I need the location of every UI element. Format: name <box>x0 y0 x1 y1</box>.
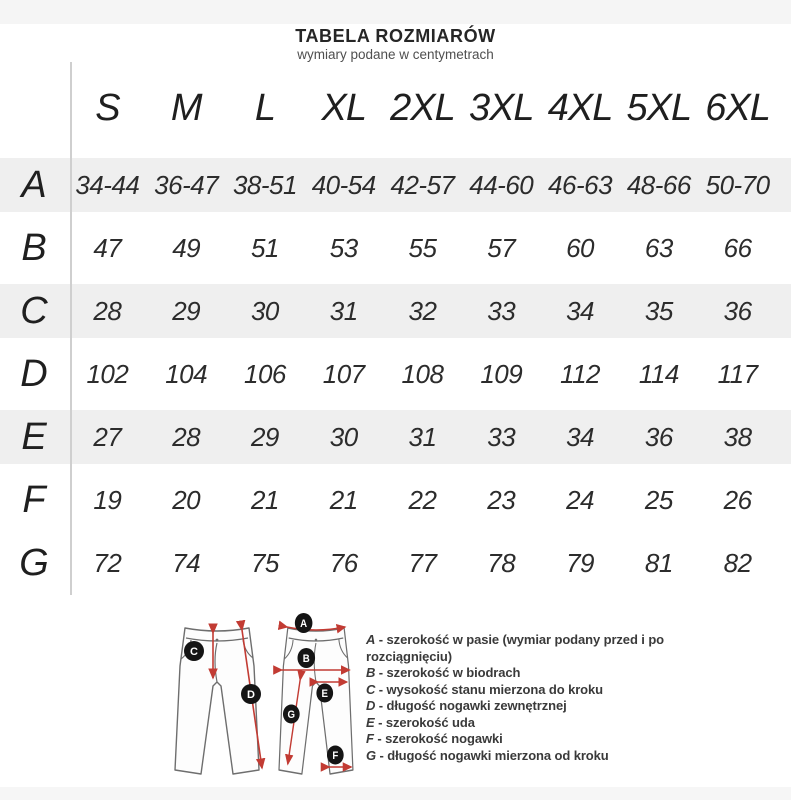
legend-item-e <box>366 715 676 732</box>
cell: 35 <box>644 296 673 326</box>
cell: 46-63 <box>548 170 613 200</box>
cell: 29 <box>250 422 279 452</box>
cell: 82 <box>723 548 752 578</box>
cell: 53 <box>329 233 358 263</box>
column-header-s: S <box>95 86 120 129</box>
page-title: TABELA ROZMIARÓW <box>295 26 496 46</box>
cell: 19 <box>93 485 122 515</box>
cell: 25 <box>644 485 673 515</box>
cell: 24 <box>566 485 594 515</box>
table-row-e <box>0 406 791 469</box>
measurement-guide <box>0 608 791 788</box>
cell: 51 <box>250 233 279 263</box>
table-row-f <box>0 469 791 532</box>
cell: 57 <box>487 233 516 263</box>
marker-c-letter: C <box>190 646 198 658</box>
cell: 74 <box>172 548 201 578</box>
table-row-c <box>0 280 791 343</box>
cell: 31 <box>408 422 437 452</box>
cell: 22 <box>408 485 437 515</box>
cell: 30 <box>329 422 358 452</box>
pants-front-left <box>175 628 262 774</box>
legend-text: - szerokość w biodrach <box>375 665 521 680</box>
row-label: C <box>20 290 48 332</box>
row-label: E <box>21 416 47 458</box>
bottom-border-band <box>0 787 791 800</box>
marker-d-letter: D <box>247 689 255 701</box>
cell: 109 <box>480 359 523 389</box>
measurement-legend <box>366 632 676 764</box>
row-label: A <box>21 164 47 206</box>
cell: 32 <box>408 296 437 326</box>
legend-text: - długość nogawki zewnętrznej <box>375 698 567 713</box>
cell: 112 <box>560 359 601 389</box>
cell: 34-44 <box>75 170 140 200</box>
cell: 44-60 <box>469 170 534 200</box>
cell: 27 <box>93 422 122 452</box>
row-label: F <box>22 479 46 521</box>
cell: 114 <box>638 359 679 389</box>
cell: 21 <box>329 485 358 515</box>
legend-item-f <box>366 731 676 748</box>
cell: 48-66 <box>626 170 691 200</box>
cell: 33 <box>487 422 516 452</box>
column-header-6xl: 6XL <box>705 86 770 129</box>
marker-a-letter: A <box>300 618 308 631</box>
cell: 29 <box>172 296 201 326</box>
cell: 33 <box>487 296 516 326</box>
legend-letter: D <box>366 698 376 713</box>
legend-text: - długość nogawki mierzona od kroku <box>376 747 609 763</box>
legend-item-a <box>366 632 676 665</box>
legend-item-c <box>366 682 676 699</box>
cell: 31 <box>329 296 358 326</box>
cell: 75 <box>250 548 279 578</box>
legend-item-g <box>366 748 676 765</box>
cell: 79 <box>566 548 594 578</box>
cell: 81 <box>644 548 673 578</box>
table-row-d <box>0 343 791 406</box>
cell: 108 <box>401 359 444 389</box>
marker-b-letter: B <box>302 653 310 666</box>
cell: 42-57 <box>390 170 455 200</box>
marker-f-letter: F <box>332 750 339 763</box>
row-label: B <box>21 227 47 269</box>
cell: 104 <box>165 359 208 389</box>
cell: 106 <box>243 359 286 389</box>
cell: 77 <box>408 548 437 578</box>
column-header-row <box>0 62 791 154</box>
cell: 55 <box>408 233 437 263</box>
table-vertical-divider <box>70 62 72 595</box>
legend-text: - szerokość nogawki <box>373 731 503 746</box>
legend-letter: C <box>366 681 376 697</box>
cell: 23 <box>487 485 516 515</box>
column-header-m: M <box>170 86 202 129</box>
cell: 76 <box>329 548 358 578</box>
cell: 36-47 <box>154 170 219 200</box>
cell: 28 <box>172 422 201 452</box>
cell: 78 <box>487 548 516 578</box>
row-label: G <box>19 542 49 584</box>
cell: 36 <box>644 422 673 452</box>
legend-text: - szerokość uda <box>374 714 475 730</box>
cell: 30 <box>250 296 279 326</box>
column-header-5xl: 5XL <box>626 86 692 129</box>
cell: 28 <box>93 296 122 326</box>
cell: 21 <box>250 485 279 515</box>
table-row-b <box>0 217 791 280</box>
legend-text: - wysokość stanu mierzona do kroku <box>375 681 603 697</box>
table-row-a <box>0 154 791 217</box>
cell: 107 <box>322 359 365 389</box>
cell: 36 <box>723 296 752 326</box>
cell: 72 <box>93 548 122 578</box>
column-header-2xl: 2XL <box>390 86 455 129</box>
cell: 66 <box>723 233 752 263</box>
legend-letter: B <box>366 665 376 680</box>
row-label: D <box>20 353 48 395</box>
marker-e-letter: E <box>321 688 328 701</box>
top-border-band <box>0 0 791 24</box>
cell: 117 <box>717 359 758 389</box>
legend-letter: E <box>366 714 375 730</box>
legend-text: - szerokość w pasie (wymiar podany przed i po rozciągnięciu) <box>366 632 664 664</box>
column-header-3xl: 3XL <box>468 86 534 129</box>
cell: 38 <box>723 422 752 452</box>
cell: 47 <box>93 233 122 263</box>
table-row-g <box>0 532 791 595</box>
marker-g-letter: G <box>287 709 296 722</box>
cell: 34 <box>566 296 594 326</box>
pants-measurement-diagram <box>163 610 363 796</box>
legend-letter: F <box>366 731 374 746</box>
cell: 60 <box>566 233 594 263</box>
cell: 63 <box>644 233 673 263</box>
size-table <box>0 62 791 595</box>
legend-letter: A <box>366 632 376 647</box>
cell: 20 <box>172 485 201 515</box>
page-subtitle: wymiary podane w centymetrach <box>297 47 494 62</box>
legend-item-d <box>366 698 676 715</box>
legend-item-b <box>366 665 676 682</box>
cell: 34 <box>566 422 594 452</box>
table-body <box>0 154 791 595</box>
column-header-xl: XL <box>321 86 366 129</box>
cell: 102 <box>86 359 129 389</box>
column-header-l: L <box>254 86 275 129</box>
cell: 38-51 <box>232 170 297 200</box>
column-header-4xl: 4XL <box>547 86 613 129</box>
cell: 49 <box>172 233 201 263</box>
cell: 50-70 <box>705 170 770 200</box>
legend-letter: G <box>366 747 377 763</box>
pants-front-right <box>279 613 353 774</box>
cell: 26 <box>723 485 752 515</box>
cell: 40-54 <box>311 170 376 200</box>
